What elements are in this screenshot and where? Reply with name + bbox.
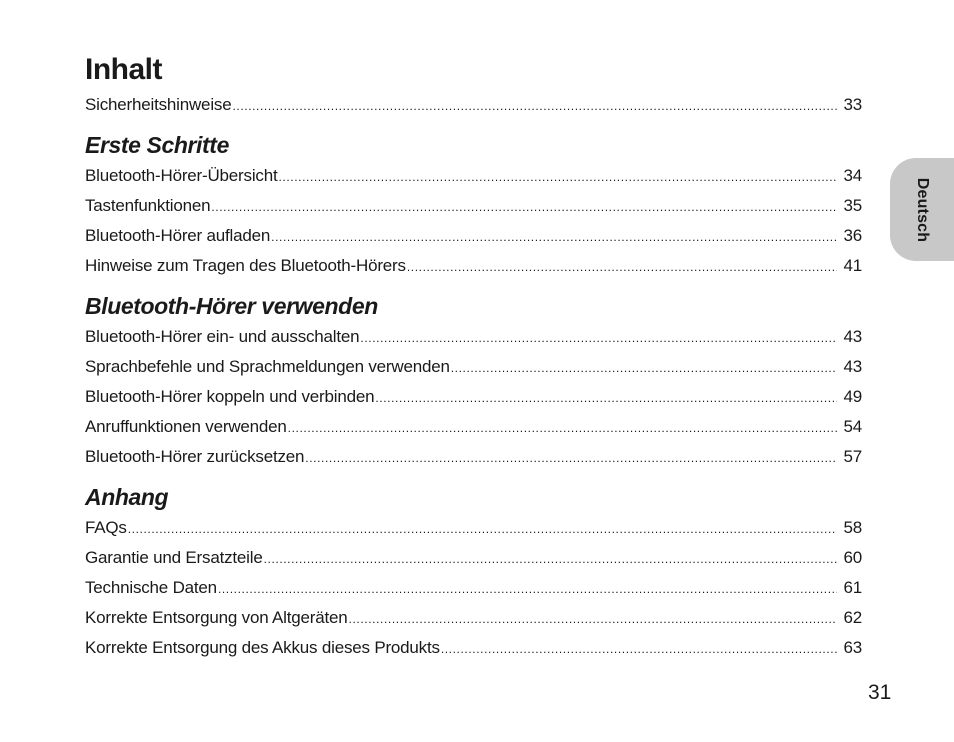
dot-leader: [211, 192, 837, 222]
toc-entry-label: Bluetooth-Hörer koppeln und verbinden: [85, 387, 375, 406]
toc-entry-label: Technische Daten: [85, 578, 217, 597]
toc-entry-label: Bluetooth-Hörer ein- und ausschalten: [85, 327, 360, 346]
dot-leader: [264, 544, 837, 574]
dot-leader: [271, 222, 837, 252]
page-number: 31: [868, 681, 892, 704]
toc-entry-label: Bluetooth-Hörer zurücksetzen: [85, 447, 305, 466]
toc-entry[interactable]: [85, 543, 862, 573]
toc-entry[interactable]: [85, 513, 862, 543]
toc-entry-page: 33: [843, 95, 862, 114]
dot-leader: [232, 91, 837, 121]
toc-entry[interactable]: [85, 442, 862, 472]
toc-entry[interactable]: [85, 603, 862, 633]
language-tab: [890, 158, 954, 261]
toc-entry[interactable]: [85, 633, 862, 663]
toc-entry[interactable]: [85, 382, 862, 412]
toc-entry-label: Garantie und Ersatzteile: [85, 548, 263, 567]
toc-entry[interactable]: [85, 90, 862, 120]
dot-leader: [451, 353, 837, 383]
toc-entry-page: 62: [843, 608, 862, 627]
toc-entry[interactable]: [85, 251, 862, 281]
toc-entry-page: 49: [843, 387, 862, 406]
dot-leader: [218, 574, 837, 604]
toc-entry-label: Anruffunktionen verwenden: [85, 417, 287, 436]
toc-entry[interactable]: [85, 161, 862, 191]
toc-entry-label: Korrekte Entsorgung des Akkus dieses Produkts: [85, 638, 440, 657]
toc-entry-page: 57: [843, 447, 862, 466]
dot-leader: [128, 514, 837, 544]
section-heading: Anhang: [85, 484, 169, 510]
toc-entry-label: Hinweise zum Tragen des Bluetooth-Hörers: [85, 256, 406, 275]
toc-section-bluetooth-hoerer-verwenden: [85, 290, 862, 472]
toc-entry[interactable]: [85, 573, 862, 603]
toc-entry-page: 35: [843, 196, 862, 215]
toc-entry-label: Tastenfunktionen: [85, 196, 211, 215]
toc-entry-page: 63: [843, 638, 862, 657]
toc-section-erste-schritte: [85, 129, 862, 281]
section-heading: Erste Schritte: [85, 132, 229, 158]
dot-leader: [349, 604, 837, 634]
dot-leader: [360, 323, 837, 353]
toc-entry-label: Bluetooth-Hörer-Übersicht: [85, 166, 278, 185]
toc-entry-page: 43: [843, 327, 862, 346]
toc-entry[interactable]: [85, 191, 862, 221]
toc-entry-page: 43: [843, 357, 862, 376]
table-of-contents: [85, 90, 862, 663]
toc-entry-label: Sicherheitshinweise: [85, 95, 232, 114]
toc-entry-page: 61: [843, 578, 862, 597]
dot-leader: [441, 634, 837, 664]
dot-leader: [375, 383, 837, 413]
dot-leader: [288, 413, 837, 443]
toc-entry-page: 34: [843, 166, 862, 185]
toc-entry-page: 54: [843, 417, 862, 436]
toc-entry-label: FAQs: [85, 518, 127, 537]
toc-entry-label: Korrekte Entsorgung von Altgeräten: [85, 608, 348, 627]
toc-entry-page: 58: [843, 518, 862, 537]
toc-entry[interactable]: [85, 352, 862, 382]
dot-leader: [278, 162, 837, 192]
toc-entry-page: 36: [843, 226, 862, 245]
page-title: Inhalt: [85, 53, 162, 86]
toc-entry-label: Sprachbefehle und Sprachmeldungen verwenden: [85, 357, 450, 376]
toc-entry-label: Bluetooth-Hörer aufladen: [85, 226, 271, 245]
dot-leader: [407, 252, 837, 282]
toc-entry[interactable]: [85, 322, 862, 352]
toc-entry-page: 60: [843, 548, 862, 567]
toc-entry[interactable]: [85, 412, 862, 442]
toc-entry[interactable]: [85, 221, 862, 251]
section-heading: Bluetooth-Hörer verwenden: [85, 293, 378, 319]
dot-leader: [305, 443, 837, 473]
toc-section-anhang: [85, 481, 862, 663]
toc-entry-page: 41: [843, 256, 862, 275]
language-tab-label: Deutsch: [914, 177, 931, 242]
toc-section-intro: [85, 90, 862, 120]
